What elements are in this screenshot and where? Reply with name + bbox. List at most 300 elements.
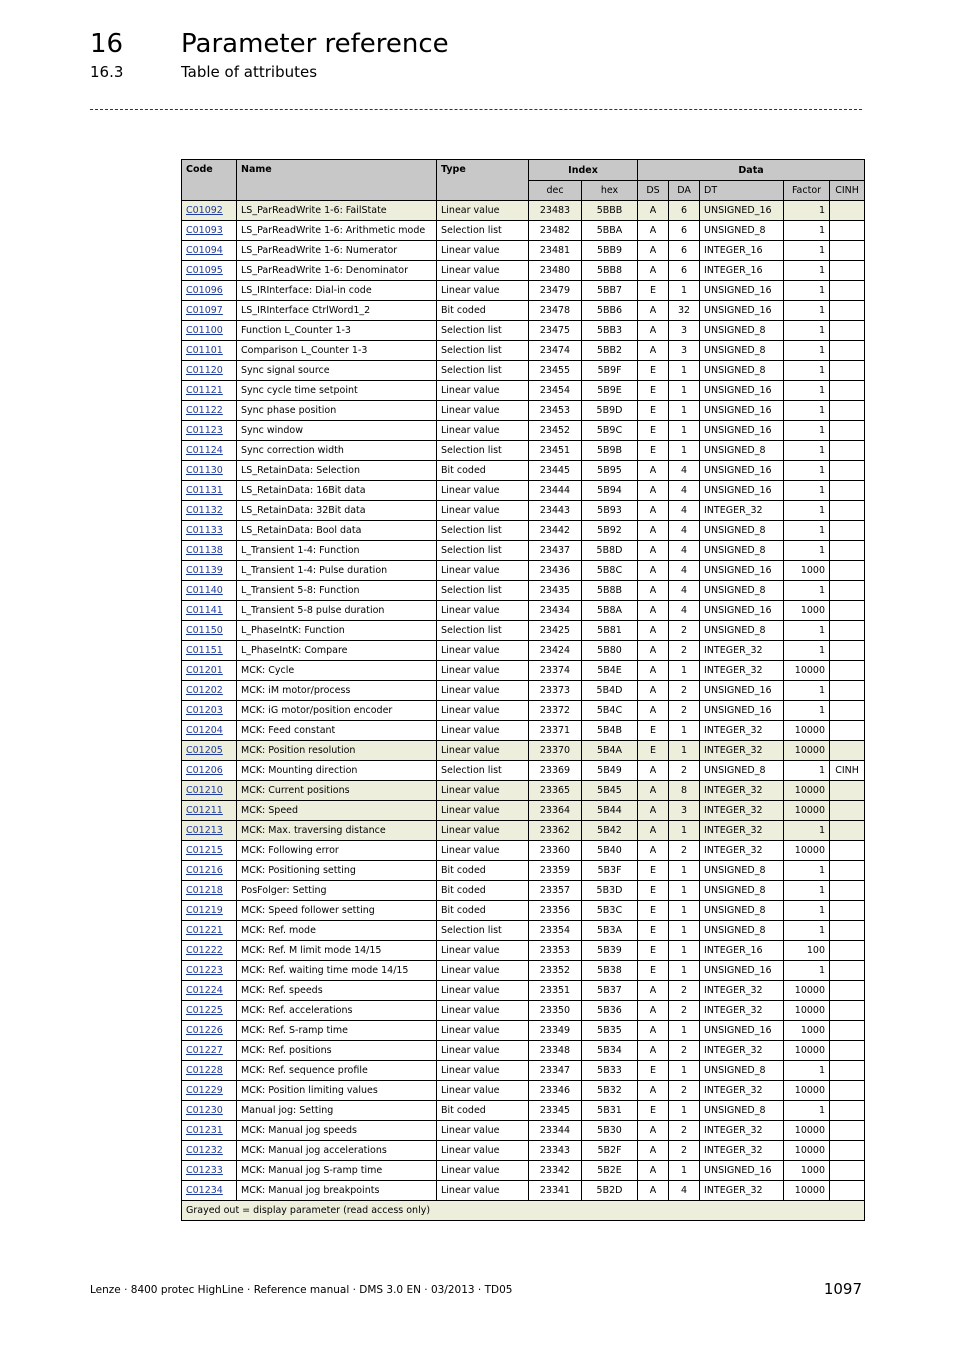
code-link[interactable]: C01216 [186, 865, 223, 876]
dt-cell: INTEGER_32 [700, 721, 784, 741]
cinh-cell [830, 521, 865, 541]
factor-cell: 1 [784, 441, 830, 461]
dec-cell: 23360 [529, 841, 582, 861]
type-cell: Linear value [437, 1161, 529, 1181]
hex-cell: 5BB2 [582, 341, 638, 361]
dt-cell: UNSIGNED_8 [700, 341, 784, 361]
dec-cell: 23480 [529, 261, 582, 281]
da-cell: 4 [669, 601, 700, 621]
hex-cell: 5B49 [582, 761, 638, 781]
da-cell: 2 [669, 1041, 700, 1061]
code-cell [182, 561, 237, 581]
code-link[interactable]: C01124 [186, 445, 223, 456]
ds-cell: A [638, 701, 669, 721]
table-row [182, 941, 865, 961]
hex-cell: 5B37 [582, 981, 638, 1001]
cinh-cell [830, 381, 865, 401]
ds-cell: A [638, 461, 669, 481]
factor-cell: 1 [784, 301, 830, 321]
dt-cell: INTEGER_32 [700, 801, 784, 821]
hex-cell: 5B35 [582, 1021, 638, 1041]
code-link[interactable]: C01204 [186, 725, 223, 736]
hex-cell: 5BBA [582, 221, 638, 241]
dec-cell: 23353 [529, 941, 582, 961]
ds-cell: A [638, 221, 669, 241]
ds-cell: E [638, 721, 669, 741]
cinh-cell [830, 1001, 865, 1021]
hex-cell: 5B32 [582, 1081, 638, 1101]
da-cell: 6 [669, 241, 700, 261]
table-row [182, 501, 865, 521]
name-cell: MCK: Cycle [237, 661, 437, 681]
hex-cell: 5B44 [582, 801, 638, 821]
dt-cell: UNSIGNED_8 [700, 361, 784, 381]
dt-cell: UNSIGNED_8 [700, 861, 784, 881]
header-dt: DT [700, 181, 784, 201]
table-row [182, 561, 865, 581]
code-link[interactable]: C01139 [186, 565, 223, 576]
dec-cell: 23453 [529, 401, 582, 421]
type-cell: Linear value [437, 681, 529, 701]
code-cell [182, 541, 237, 561]
cinh-cell [830, 281, 865, 301]
da-cell: 2 [669, 701, 700, 721]
cinh-cell [830, 821, 865, 841]
ds-cell: A [638, 801, 669, 821]
code-link[interactable]: C01101 [186, 345, 223, 356]
type-cell: Linear value [437, 1001, 529, 1021]
type-cell: Linear value [437, 961, 529, 981]
code-link[interactable]: C01233 [186, 1165, 223, 1176]
ds-cell: A [638, 1141, 669, 1161]
table-row [182, 981, 865, 1001]
name-cell: MCK: Following error [237, 841, 437, 861]
dec-cell: 23372 [529, 701, 582, 721]
code-link[interactable]: C01141 [186, 605, 223, 616]
code-link[interactable]: C01224 [186, 985, 223, 996]
name-cell: MCK: Ref. positions [237, 1041, 437, 1061]
da-cell: 1 [669, 441, 700, 461]
dec-cell: 23354 [529, 921, 582, 941]
dec-cell: 23351 [529, 981, 582, 1001]
type-cell: Bit coded [437, 881, 529, 901]
ds-cell: A [638, 501, 669, 521]
name-cell: MCK: Speed follower setting [237, 901, 437, 921]
dec-cell: 23475 [529, 321, 582, 341]
hex-cell: 5B31 [582, 1101, 638, 1121]
name-cell: MCK: Ref. S-ramp time [237, 1021, 437, 1041]
code-link[interactable]: C01225 [186, 1005, 223, 1016]
cinh-cell [830, 681, 865, 701]
da-cell: 4 [669, 541, 700, 561]
dec-cell: 23370 [529, 741, 582, 761]
code-cell [182, 321, 237, 341]
cinh-cell [830, 461, 865, 481]
table-row [182, 801, 865, 821]
header-code: Code [182, 160, 237, 201]
code-link[interactable]: C01230 [186, 1105, 223, 1116]
cinh-cell [830, 541, 865, 561]
hex-cell: 5BB3 [582, 321, 638, 341]
type-cell: Linear value [437, 1041, 529, 1061]
type-cell: Linear value [437, 981, 529, 1001]
code-link[interactable]: C01094 [186, 245, 223, 256]
type-cell: Linear value [437, 801, 529, 821]
code-link[interactable]: C01231 [186, 1125, 223, 1136]
hex-cell: 5BB7 [582, 281, 638, 301]
cinh-cell [830, 1021, 865, 1041]
dec-cell: 23479 [529, 281, 582, 301]
factor-cell: 1 [784, 681, 830, 701]
da-cell: 1 [669, 661, 700, 681]
factor-cell: 10000 [784, 661, 830, 681]
name-cell: PosFolger: Setting [237, 881, 437, 901]
hex-cell: 5B9C [582, 421, 638, 441]
name-cell: MCK: iG motor/position encoder [237, 701, 437, 721]
code-link[interactable]: C01215 [186, 845, 223, 856]
factor-cell: 10000 [784, 1181, 830, 1201]
ds-cell: A [638, 641, 669, 661]
name-cell: MCK: Ref. M limit mode 14/15 [237, 941, 437, 961]
ds-cell: E [638, 961, 669, 981]
type-cell: Bit coded [437, 901, 529, 921]
hex-cell: 5B2F [582, 1141, 638, 1161]
ds-cell: A [638, 201, 669, 221]
code-cell [182, 241, 237, 261]
dec-cell: 23343 [529, 1141, 582, 1161]
footer-text: Lenze · 8400 protec HighLine · Reference manual · DMS 3.0 EN · 03/2013 · TD05 [90, 1284, 513, 1296]
table-row [182, 921, 865, 941]
dt-cell: UNSIGNED_8 [700, 761, 784, 781]
dt-cell: UNSIGNED_8 [700, 1061, 784, 1081]
code-link[interactable]: C01203 [186, 705, 223, 716]
code-link[interactable]: C01092 [186, 205, 223, 216]
code-link[interactable]: C01123 [186, 425, 223, 436]
table-row [182, 581, 865, 601]
code-link[interactable]: C01151 [186, 645, 223, 656]
header-cinh: CINH [830, 181, 865, 201]
da-cell: 4 [669, 521, 700, 541]
code-link[interactable]: C01093 [186, 225, 223, 236]
name-cell: L_PhaseIntK: Function [237, 621, 437, 641]
code-link[interactable]: C01122 [186, 405, 223, 416]
da-cell: 2 [669, 981, 700, 1001]
da-cell: 1 [669, 361, 700, 381]
hex-cell: 5B81 [582, 621, 638, 641]
hex-cell: 5B8D [582, 541, 638, 561]
ds-cell: E [638, 861, 669, 881]
name-cell: MCK: Feed constant [237, 721, 437, 741]
cinh-cell [830, 441, 865, 461]
code-link[interactable]: C01210 [186, 785, 223, 796]
factor-cell: 1 [784, 501, 830, 521]
name-cell: MCK: Speed [237, 801, 437, 821]
type-cell: Linear value [437, 701, 529, 721]
code-link[interactable]: C01222 [186, 945, 223, 956]
dec-cell: 23369 [529, 761, 582, 781]
hex-cell: 5B4A [582, 741, 638, 761]
dt-cell: INTEGER_32 [700, 1181, 784, 1201]
table-row [182, 901, 865, 921]
dt-cell: INTEGER_32 [700, 1141, 784, 1161]
code-link[interactable]: C01228 [186, 1065, 223, 1076]
code-cell [182, 481, 237, 501]
hex-cell: 5B8B [582, 581, 638, 601]
code-cell [182, 701, 237, 721]
code-cell [182, 521, 237, 541]
section-title: Table of attributes [181, 63, 318, 81]
table-row [182, 1001, 865, 1021]
code-link[interactable]: C01206 [186, 765, 223, 776]
code-link[interactable]: C01120 [186, 365, 223, 376]
ds-cell: A [638, 1161, 669, 1181]
cinh-cell [830, 641, 865, 661]
type-cell: Linear value [437, 1121, 529, 1141]
table-row [182, 881, 865, 901]
table-body [182, 201, 865, 1201]
name-cell: MCK: Ref. sequence profile [237, 1061, 437, 1081]
dec-cell: 23346 [529, 1081, 582, 1101]
hex-cell: 5B2E [582, 1161, 638, 1181]
code-cell [182, 781, 237, 801]
ds-cell: E [638, 1061, 669, 1081]
dt-cell: UNSIGNED_8 [700, 1101, 784, 1121]
factor-cell: 1 [784, 281, 830, 301]
code-link[interactable]: C01232 [186, 1145, 223, 1156]
da-cell: 1 [669, 401, 700, 421]
hex-cell: 5B45 [582, 781, 638, 801]
dt-cell: UNSIGNED_16 [700, 301, 784, 321]
dec-cell: 23478 [529, 301, 582, 321]
ds-cell: A [638, 321, 669, 341]
type-cell: Linear value [437, 381, 529, 401]
hex-cell: 5B9F [582, 361, 638, 381]
table-row [182, 681, 865, 701]
hex-cell: 5B8C [582, 561, 638, 581]
hex-cell: 5B2D [582, 1181, 638, 1201]
hex-cell: 5B3D [582, 881, 638, 901]
code-link[interactable]: C01205 [186, 745, 223, 756]
code-cell [182, 341, 237, 361]
factor-cell: 1 [784, 701, 830, 721]
da-cell: 1 [669, 901, 700, 921]
factor-cell: 10000 [784, 721, 830, 741]
ds-cell: E [638, 941, 669, 961]
da-cell: 32 [669, 301, 700, 321]
name-cell: LS_RetainData: 16Bit data [237, 481, 437, 501]
dec-cell: 23347 [529, 1061, 582, 1081]
header-da: DA [669, 181, 700, 201]
type-cell: Linear value [437, 741, 529, 761]
chapter-title: Parameter reference [181, 29, 449, 59]
cinh-cell [830, 1161, 865, 1181]
ds-cell: A [638, 241, 669, 261]
code-link[interactable]: C01138 [186, 545, 223, 556]
table-row [182, 741, 865, 761]
type-cell: Linear value [437, 261, 529, 281]
dt-cell: UNSIGNED_16 [700, 461, 784, 481]
dec-cell: 23424 [529, 641, 582, 661]
code-link[interactable]: C01221 [186, 925, 223, 936]
dec-cell: 23342 [529, 1161, 582, 1181]
da-cell: 1 [669, 961, 700, 981]
code-link[interactable]: C01100 [186, 325, 223, 336]
table-row [182, 601, 865, 621]
ds-cell: A [638, 341, 669, 361]
factor-cell: 1 [784, 361, 830, 381]
table-row [182, 441, 865, 461]
dec-cell: 23445 [529, 461, 582, 481]
code-link[interactable]: C01150 [186, 625, 223, 636]
code-link[interactable]: C01226 [186, 1025, 223, 1036]
dt-cell: INTEGER_32 [700, 1001, 784, 1021]
da-cell: 1 [669, 881, 700, 901]
name-cell: MCK: Position limiting values [237, 1081, 437, 1101]
code-link[interactable]: C01132 [186, 505, 223, 516]
code-link[interactable]: C01218 [186, 885, 223, 896]
ds-cell: E [638, 381, 669, 401]
code-cell [182, 1181, 237, 1201]
type-cell: Selection list [437, 761, 529, 781]
ds-cell: A [638, 261, 669, 281]
code-link[interactable]: C01202 [186, 685, 223, 696]
hex-cell: 5BB6 [582, 301, 638, 321]
factor-cell: 1 [784, 381, 830, 401]
cinh-cell [830, 721, 865, 741]
dt-cell: INTEGER_32 [700, 841, 784, 861]
dec-cell: 23452 [529, 421, 582, 441]
ds-cell: A [638, 681, 669, 701]
table-row [182, 1181, 865, 1201]
factor-cell: 100 [784, 941, 830, 961]
table-row [182, 461, 865, 481]
dt-cell: INTEGER_32 [700, 821, 784, 841]
factor-cell: 1 [784, 821, 830, 841]
name-cell: Sync signal source [237, 361, 437, 381]
code-cell [182, 901, 237, 921]
type-cell: Linear value [437, 781, 529, 801]
code-link[interactable]: C01130 [186, 465, 223, 476]
header-data: Data [638, 160, 865, 181]
code-cell [182, 281, 237, 301]
type-cell: Linear value [437, 1141, 529, 1161]
dec-cell: 23373 [529, 681, 582, 701]
code-link[interactable]: C01097 [186, 305, 223, 316]
factor-cell: 1000 [784, 601, 830, 621]
name-cell: MCK: Manual jog speeds [237, 1121, 437, 1141]
code-link[interactable]: C01229 [186, 1085, 223, 1096]
table-row [182, 361, 865, 381]
dec-cell: 23443 [529, 501, 582, 521]
code-link[interactable]: C01121 [186, 385, 223, 396]
da-cell: 2 [669, 1141, 700, 1161]
type-cell: Bit coded [437, 1101, 529, 1121]
name-cell: MCK: Manual jog breakpoints [237, 1181, 437, 1201]
table-row [182, 721, 865, 741]
dec-cell: 23356 [529, 901, 582, 921]
code-link[interactable]: C01234 [186, 1185, 223, 1196]
dec-cell: 23455 [529, 361, 582, 381]
code-cell [182, 361, 237, 381]
type-cell: Linear value [437, 821, 529, 841]
code-link[interactable]: C01227 [186, 1045, 223, 1056]
hex-cell: 5BB9 [582, 241, 638, 261]
code-cell [182, 261, 237, 281]
code-cell [182, 681, 237, 701]
hex-cell: 5B9B [582, 441, 638, 461]
cinh-cell [830, 741, 865, 761]
factor-cell: 10000 [784, 1121, 830, 1141]
table-row [182, 1161, 865, 1181]
code-link[interactable]: C01223 [186, 965, 223, 976]
table-row [182, 381, 865, 401]
hex-cell: 5B9D [582, 401, 638, 421]
dt-cell: INTEGER_32 [700, 1121, 784, 1141]
type-cell: Linear value [437, 201, 529, 221]
da-cell: 4 [669, 481, 700, 501]
factor-cell: 1 [784, 321, 830, 341]
table-row [182, 781, 865, 801]
code-link[interactable]: C01095 [186, 265, 223, 276]
type-cell: Linear value [437, 1181, 529, 1201]
code-link[interactable]: C01096 [186, 285, 223, 296]
factor-cell: 1 [784, 261, 830, 281]
hex-cell: 5B8A [582, 601, 638, 621]
code-cell [182, 501, 237, 521]
code-cell [182, 1141, 237, 1161]
code-link[interactable]: C01131 [186, 485, 223, 496]
type-cell: Linear value [437, 481, 529, 501]
factor-cell: 10000 [784, 1081, 830, 1101]
code-link[interactable]: C01219 [186, 905, 223, 916]
header-dec: dec [529, 181, 582, 201]
cinh-cell [830, 1181, 865, 1201]
da-cell: 2 [669, 1121, 700, 1141]
factor-cell: 1 [784, 401, 830, 421]
hex-cell: 5B93 [582, 501, 638, 521]
code-link[interactable]: C01140 [186, 585, 223, 596]
dt-cell: UNSIGNED_16 [700, 1021, 784, 1041]
code-link[interactable]: C01211 [186, 805, 223, 816]
factor-cell: 1 [784, 521, 830, 541]
dec-cell: 23434 [529, 601, 582, 621]
name-cell: MCK: Manual jog S-ramp time [237, 1161, 437, 1181]
code-cell [182, 1121, 237, 1141]
name-cell: MCK: Manual jog accelerations [237, 1141, 437, 1161]
cinh-cell [830, 981, 865, 1001]
cinh-cell [830, 1041, 865, 1061]
da-cell: 1 [669, 741, 700, 761]
da-cell: 1 [669, 821, 700, 841]
header-hex: hex [582, 181, 638, 201]
hex-cell: 5B92 [582, 521, 638, 541]
da-cell: 2 [669, 1001, 700, 1021]
table-row [182, 541, 865, 561]
name-cell: L_PhaseIntK: Compare [237, 641, 437, 661]
dt-cell: UNSIGNED_16 [700, 201, 784, 221]
code-link[interactable]: C01201 [186, 665, 223, 676]
cinh-cell [830, 701, 865, 721]
code-link[interactable]: C01213 [186, 825, 223, 836]
page-number: 1097 [823, 1280, 862, 1298]
dec-cell: 23359 [529, 861, 582, 881]
table-row [182, 621, 865, 641]
type-cell: Selection list [437, 221, 529, 241]
dec-cell: 23352 [529, 961, 582, 981]
cinh-cell [830, 481, 865, 501]
code-link[interactable]: C01133 [186, 525, 223, 536]
name-cell: Sync cycle time setpoint [237, 381, 437, 401]
